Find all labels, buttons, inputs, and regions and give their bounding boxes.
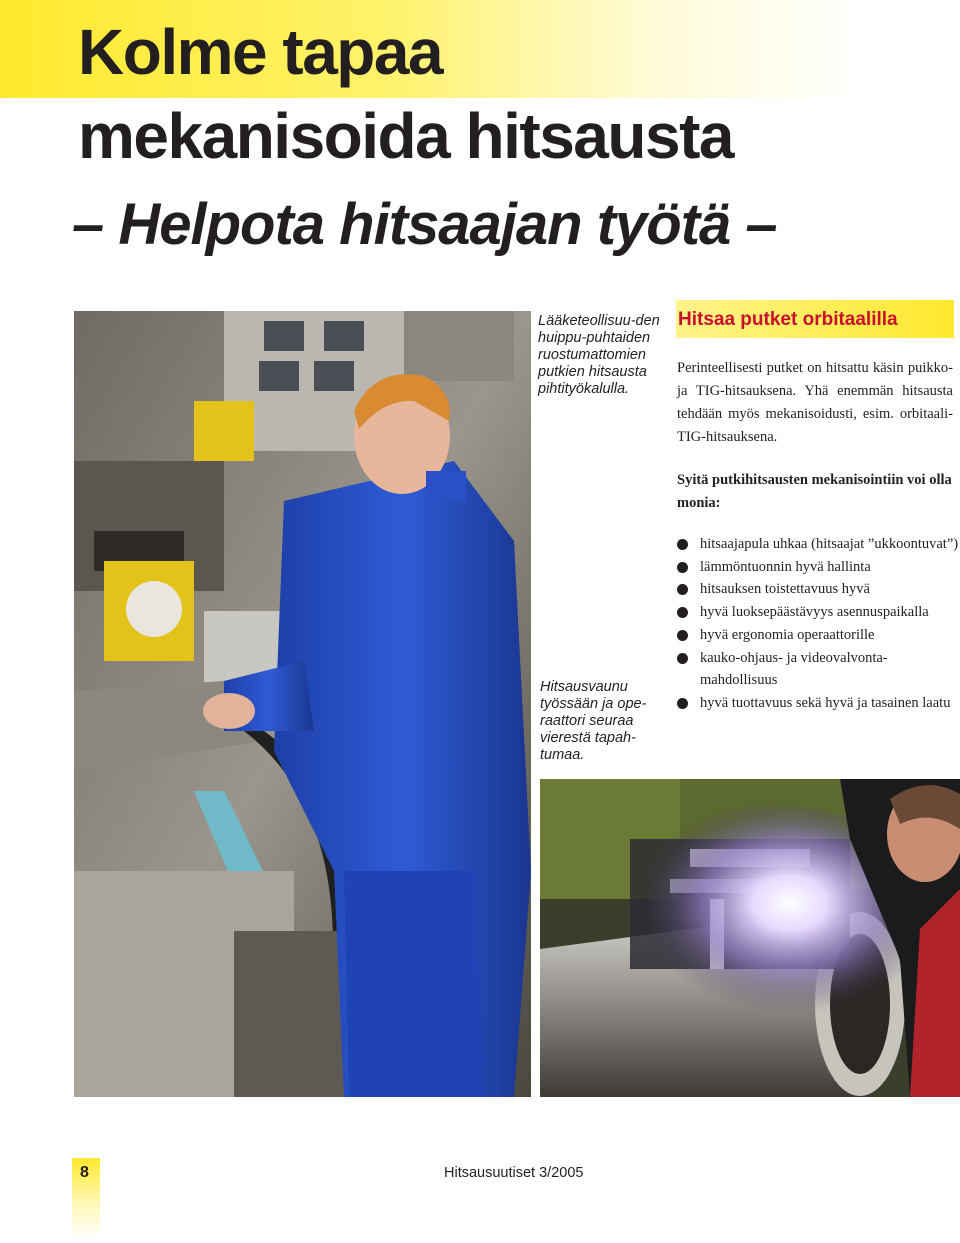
- bullet-icon: [677, 698, 688, 709]
- reason-text: hyvä luoksepäästävyys asennuspaikalla: [700, 604, 929, 621]
- list-item: [677, 692, 959, 715]
- list-item: [677, 647, 959, 692]
- list-item: [677, 533, 959, 556]
- article-subtitle: – Helpota hitsaajan työtä –: [72, 192, 777, 257]
- bullet-icon: [677, 539, 688, 550]
- list-item: [677, 601, 959, 624]
- article-title-line-1: Kolme tapaa: [78, 16, 443, 88]
- reason-text: hyvä ergonomia operaattorille: [700, 626, 875, 643]
- list-item: [677, 556, 959, 579]
- bullet-icon: [677, 653, 688, 664]
- photo-orbital-welding-carriage: [540, 779, 960, 1097]
- article-title-line-2: mekanisoida hitsausta: [78, 100, 733, 172]
- publication-name: Hitsausuutiset 3/2005: [444, 1165, 584, 1181]
- bullet-icon: [677, 607, 688, 618]
- list-item: [677, 578, 959, 601]
- reasons-heading: Syitä putkihitsausten mekanisointiin voi olla monia:: [677, 472, 952, 511]
- reasons-list: [677, 533, 959, 715]
- sidebar-heading: Hitsaa putket orbitaalilla: [678, 309, 898, 330]
- photo-caption-top: Lääketeollisuu-den huippu-puhtaiden ruostumattomien putkien hitsausta pihtityökalulla.: [538, 313, 660, 397]
- bullet-icon: [677, 584, 688, 595]
- page-number: 8: [80, 1164, 89, 1181]
- bullet-icon: [677, 630, 688, 641]
- reason-text: kauko-ohjaus- ja videovalvonta-mahdollisuus: [700, 649, 888, 689]
- sidebar-heading-bar: [676, 300, 954, 338]
- reason-text: lämmöntuonnin hyvä hallinta: [700, 558, 871, 575]
- reason-text: hitsauksen toistettavuus hyvä: [700, 581, 870, 598]
- photo-caption-bottom: Hitsausvaunu työssään ja ope-raattori seuraa vierestä tapah-tumaa.: [540, 679, 647, 763]
- reason-text: hitsaajapula uhkaa (hitsaajat ”ukkoontuvat”): [700, 536, 959, 552]
- photo-welder-at-station: [74, 311, 531, 1097]
- bullet-icon: [677, 562, 688, 573]
- sidebar-intro-paragraph: Perinteellisesti putket on hitsattu käsin puikko- ja TIG-hitsauksena. Yhä enemmän hitsausta tehdään myös mekanisoidusti, esim. orbitaali-TIG-hitsauksena.: [677, 360, 953, 445]
- reason-text: hyvä tuottavuus sekä hyvä ja tasainen laatu: [700, 694, 951, 711]
- list-item: [677, 624, 959, 647]
